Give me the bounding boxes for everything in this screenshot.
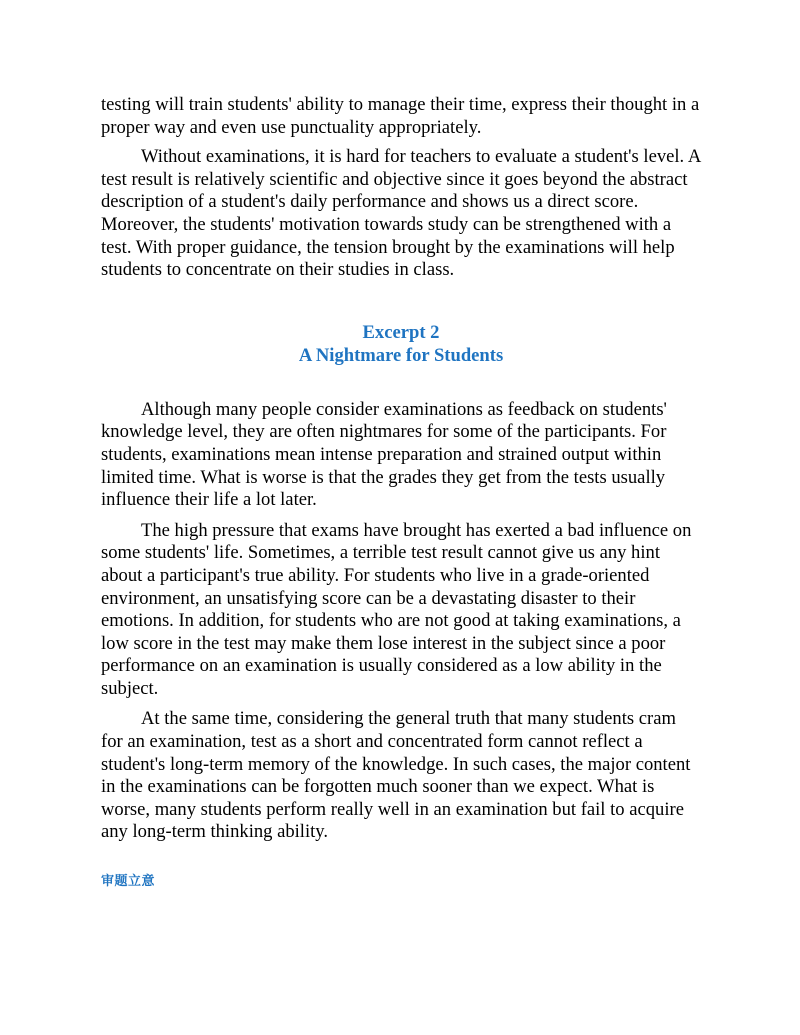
- section-label-topic-analysis: 审题立意: [101, 874, 156, 890]
- paragraph-examinations-evaluation: Without examinations, it is hard for teachers to evaluate a student's level. A test result is relatively scientific and objective since it goes beyond the abstract description of a student's daily performance and shows us a direct score. Moreover, the students' motivation towards study can be strengthened with a test. With proper guidance, the tension brought by the examinations will help students to concentrate on their studies in class.: [101, 146, 701, 281]
- paragraph-cram-memory: At the same time, considering the general truth that many students cram for an examination, test as a short and concentrated form cannot reflect a student's long-term memory of the knowledge. In such cases, the major content in the examinations can be forgotten much sooner than we expect. What is worse, many students perform really well in an examination but fail to acquire any long-term thinking ability.: [101, 708, 691, 843]
- excerpt-heading: [101, 321, 701, 367]
- paragraph-nightmare-intro: Although many people consider examinations as feedback on students' knowledge level, they are often nightmares for some of the participants. For students, examinations mean intense preparation and strained output within limited time. What is worse is that the grades they get from the tests usually influence their life a lot later.: [101, 398, 667, 511]
- excerpt-title: A Nightmare for Students: [298, 344, 504, 366]
- paragraph-high-pressure: The high pressure that exams have brought has exerted a bad influence on some students' life. Sometimes, a terrible test result cannot give us any hint about a participant's true ability. For students who live in a grade-oriented environment, an unsatisfying score can be a devastating disaster to their emotions. In addition, for students who are not good at taking examinations, a low score in the test may make them lose interest in the subject since a poor performance on an examination is usually considered as a low ability in the subject.: [101, 519, 692, 699]
- document-page: [101, 94, 701, 894]
- excerpt-number: Excerpt 2: [362, 321, 440, 343]
- paragraph-continuation: testing will train students' ability to manage their time, express their thought in a proper way and even use punctuality appropriately.: [101, 94, 700, 138]
